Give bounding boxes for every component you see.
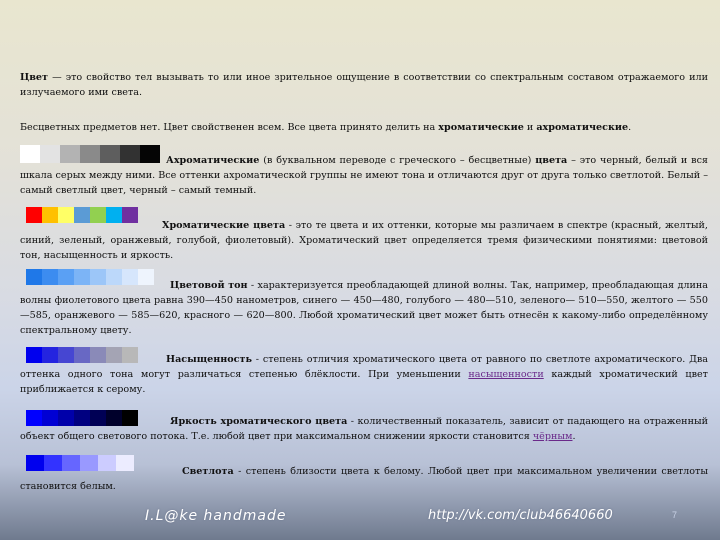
chromatic-text: - это те цвета и их оттенки, которые мы различаем в спектре (красный, желтый, синий, зеленый, оранжевый, голубой, фиолетовый). Хроматический цвет определяется тремя физическими понятиями: цветовой тон, насыщенность и яркость. [20,220,708,261]
paragraph-no-colorless [20,120,708,135]
p2-text-c: и [523,122,537,133]
term-chromatic-colors: Хроматические цвета [162,220,286,231]
term-colors: цвета [535,155,568,166]
color-definition-text: — это свойство тел вызывать то или иное зрительное ощущение в соответствии со спектральным составом отражаемого или излучаемого ими света. [20,72,708,98]
saturation-link[interactable]: насыщенности [468,369,544,380]
p7-text-a: - количественный показатель, зависит от падающего на отраженный объект общего светового потока. Т.е. любой цвет при максимальном снижении яркости становится [20,416,708,442]
page-number: 7 [672,510,678,520]
paragraph-lightness [20,464,708,494]
hue-text: - характеризуется преобладающей длиной волны. Так, например, преобладающая длина волны фиолетового цвета равна 390—450 нанометров, синего — 450—480, голубого — 480—510, зеленого— 510—550, желтого — 550—585, оранжевого — 585—620, красного — 620—800. Любой хроматический цвет может быть отнесён к какому-либо определённому спектральному цвету. [20,280,708,336]
paragraph-saturation [20,352,708,397]
black-link[interactable]: чёрным [532,431,573,442]
term-brightness: Яркость хроматического цвета [170,416,348,427]
term-saturation: Насыщенность [166,354,252,365]
term-achromatic-colors: Ахроматические [166,155,260,166]
p2-text-d: . [628,122,632,133]
p6-text-a: - степень отличия хроматического цвета от равного по светлоте ахроматического. Два оттенка одного тона могут различаться степенью блёклости. При уменьшении [20,354,708,380]
paragraph-brightness [20,414,708,444]
paragraph-chromatic [20,218,708,263]
term-color: Цвет [20,72,48,83]
term-hue: Цветовой тон [170,280,248,291]
term-lightness: Светлота [182,466,234,477]
p3-text-a: (в буквальном переводе с греческого – бесцветные) [259,155,536,166]
lightness-text: - степень близости цвета к белому. Любой цвет при максимальном увеличении светлоты становится белым. [20,466,708,492]
p3-text-c: – это черный, белый и вся шкала серых между ними. Все оттенки ахроматической группы не имеют тона и отличаются друг от друга только светлотой. Белый – самый светлый цвет, черный – самый темный. [20,155,708,196]
footer-signature: I.L@ke handmade [145,508,287,524]
p7-text-b: . [572,431,576,442]
paragraph-achromatic [20,153,708,198]
footer-url[interactable]: http://vk.com/club46640660 [428,508,613,523]
term-achromatic: ахроматические [536,122,629,133]
p2-text-a: Бесцветных предметов нет. Цвет свойственен всем. Все цвета принято делить на [20,122,439,133]
paragraph-color-definition [20,70,708,100]
p6-text-b: каждый хроматический цвет приближается к серому. [20,369,708,395]
paragraph-hue [20,278,708,338]
term-chromatic: хроматические [438,122,524,133]
